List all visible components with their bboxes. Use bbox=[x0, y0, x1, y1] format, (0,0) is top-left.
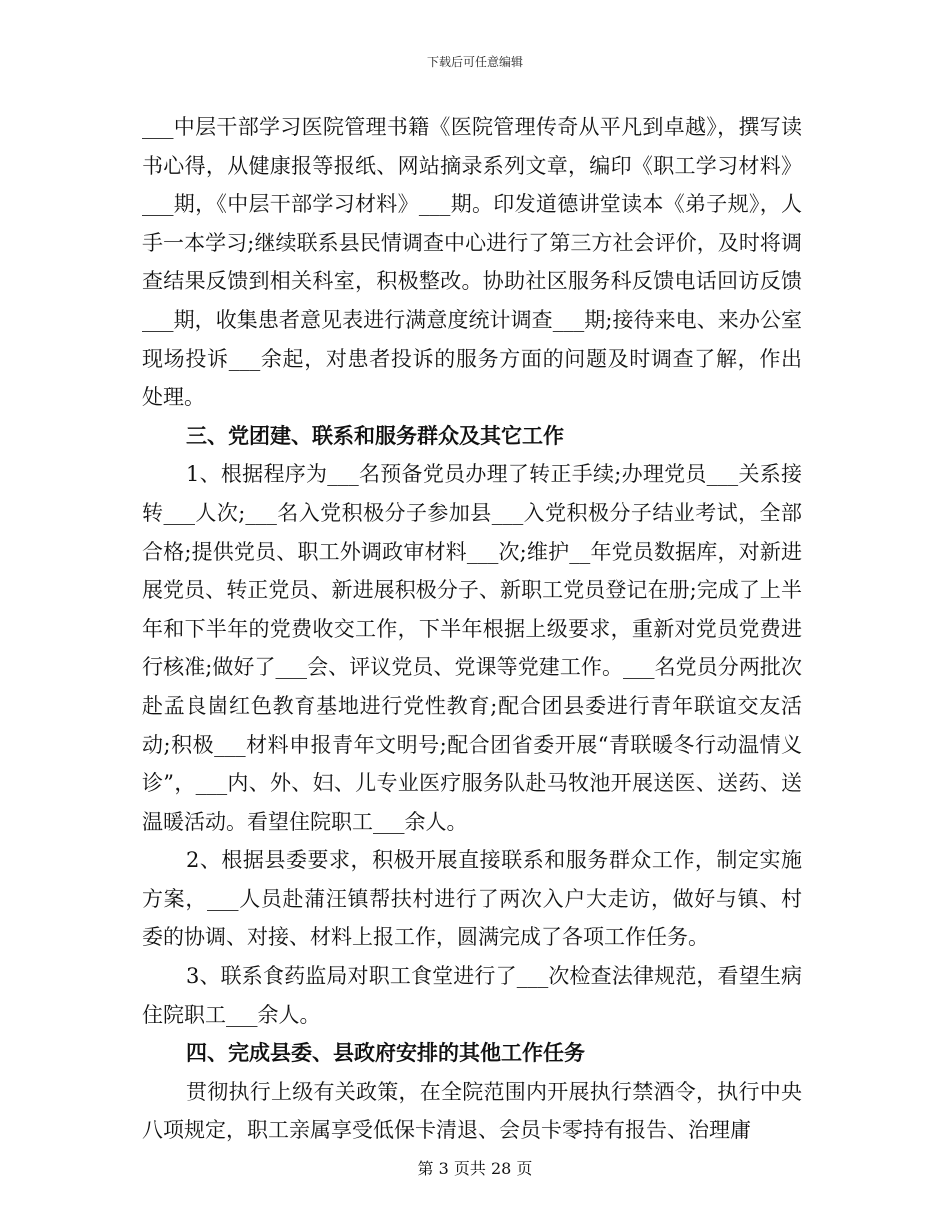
section-heading-party-work: 三、党团建、联系和服务群众及其它工作 bbox=[186, 422, 564, 448]
paragraph-party-members: 1、根据程序为___名预备党员办理了转正手续;办理党员___关系接转___人次;___名入党积极分子参加县___入党积极分子结业考试，全部合格;提供党员、职工外调政审材料___次;维护__年党员数据库，对新进展党员、转正党员、新进展积极分子、新职工党员登记在册;完成了上半年和下半年的党费收交工作，下半年根据上级要求，重新对党员党费进行核准;做好了___会、评议党员、党课等党建工作。___名党员分两批次赴孟良崮红色教育基地进行党性教育;配合团县委进行青年联谊交友活动;积极___材料申报青年文明号;配合团省委开展“青联暖冬行动温情义诊”，___内、外、妇、儿专业医疗服务队赴马牧池开展送医、送药、送温暖活动。看望住院职工___余人。 bbox=[142, 462, 802, 834]
document-body bbox=[142, 108, 802, 1150]
page-number: 第 3 页共 28 页 bbox=[417, 1159, 533, 1178]
page-header: 下载后可任意编辑 bbox=[426, 55, 523, 69]
paragraph-policy-execution: 贯彻执行上级有关政策，在全院范围内开展执行禁酒令，执行中央八项规定，职工亲属享受低保卡清退、会员卡零持有报告、治理庸 bbox=[142, 1079, 802, 1143]
section-heading-other-tasks: 四、完成县委、县政府安排的其他工作任务 bbox=[186, 1040, 585, 1066]
paragraph-canteen-inspection: 3、联系食药监局对职工食堂进行了___次检查法律规范，看望生病住院职工___余人。 bbox=[142, 964, 802, 1027]
paragraph-serve-masses: 2、根据县委要求，积极开展直接联系和服务群众工作，制定实施方案，___人员赴蒲汪镇帮扶村进行了两次入户大走访，做好与镇、村委的协调、对接、材料上报工作，圆满完成了各项工作任务。 bbox=[142, 848, 802, 950]
paragraph-study-materials: ___中层干部学习医院管理书籍《医院管理传奇从平凡到卓越》，撰写读书心得，从健康报等报纸、网站摘录系列文章，编印《职工学习材料》___期，《中层干部学习材料》___期。印发道德讲堂读本《弟子规》，人手一本学习;继续联系县民情调查中心进行了第三方社会评价，及时将调查结果反馈到相关科室，积极整改。协助社区服务科反馈电话回访反馈___期，收集患者意见表进行满意度统计调查___期;接待来电、来办公室现场投诉___余起，对患者投诉的服务方面的问题及时调查了解，作出处理。 bbox=[142, 115, 802, 410]
